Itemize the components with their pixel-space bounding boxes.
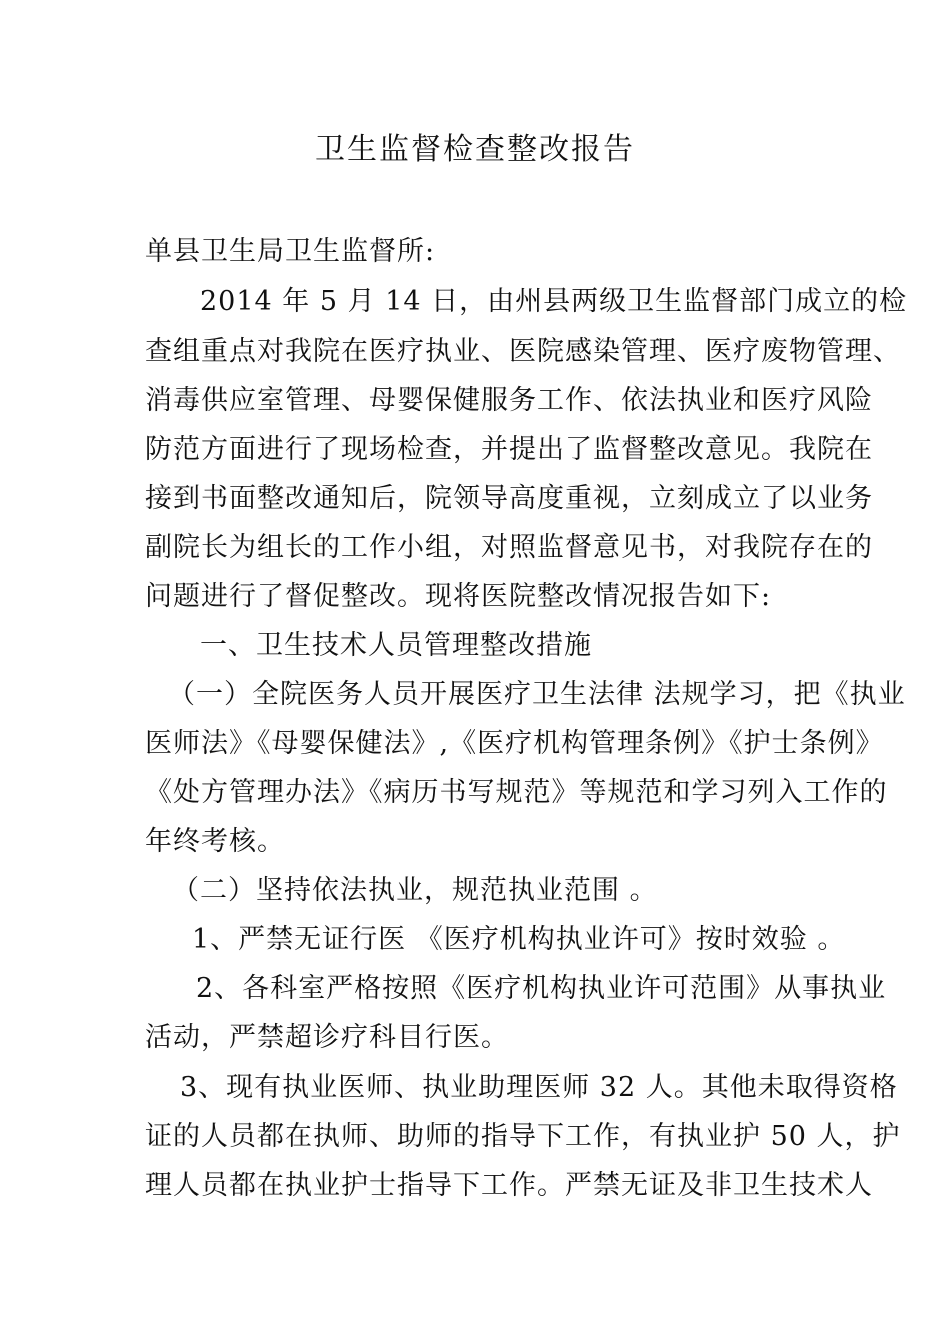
body-line-4: 防范方面进行了现场检查，并提出了监督整改意见。我院在 xyxy=(145,434,873,465)
item-3-line-2: 证的人员都在执师、助师的指导下工作，有执业护 50 人，护 xyxy=(145,1121,901,1152)
body-line-2: 查组重点对我院在医疗执业、医院感染管理、医疗废物管理、 xyxy=(145,336,901,367)
document-title: 卫生监督检查整改报告 xyxy=(315,132,635,167)
addressee: 单县卫生局卫生监督所: xyxy=(145,236,436,267)
body-line-6: 副院长为组长的工作小组，对照监督意见书，对我院存在的 xyxy=(145,532,873,563)
body-line-1: 2014 年 5 月 14 日，由州县两级卫生监督部门成立的检 xyxy=(200,286,908,317)
body-line-7: 问题进行了督促整改。现将医院整改情况报告如下: xyxy=(145,581,772,612)
section-heading-1: 一、卫生技术人员管理整改措施 xyxy=(200,630,592,661)
body-line-11: 《处方管理办法》《病历书写规范》等规范和学习列入工作的 xyxy=(145,777,888,808)
item-2-line-2: 活动，严禁超诊疗科目行医。 xyxy=(145,1022,509,1053)
body-line-5: 接到书面整改通知后，院领导高度重视，立刻成立了以业务 xyxy=(145,483,873,514)
body-line-12: 年终考核。 xyxy=(145,826,285,857)
body-line-9: （一）全院医务人员开展医疗卫生法律 法规学习，把《执业 xyxy=(168,679,906,710)
subsection-heading-2: （二）坚持依法执业，规范执业范围 。 xyxy=(172,875,658,906)
item-1: 1、严禁无证行医 《医疗机构执业许可》按时效验 。 xyxy=(192,924,846,955)
item-3-line-1: 3、现有执业医师、执业助理医师 32 人。其他未取得资格 xyxy=(180,1072,898,1103)
item-3-line-3: 理人员都在执业护士指导下工作。严禁无证及非卫生技术人 xyxy=(145,1170,873,1201)
body-line-10: 医师法》《母婴保健法》,《医疗机构管理条例》《护士条例》 xyxy=(145,728,884,759)
body-line-3: 消毒供应室管理、母婴保健服务工作、依法执业和医疗风险 xyxy=(145,385,873,416)
item-2-line-1: 2、各科室严格按照《医疗机构执业许可范围》从事执业 xyxy=(196,973,887,1004)
